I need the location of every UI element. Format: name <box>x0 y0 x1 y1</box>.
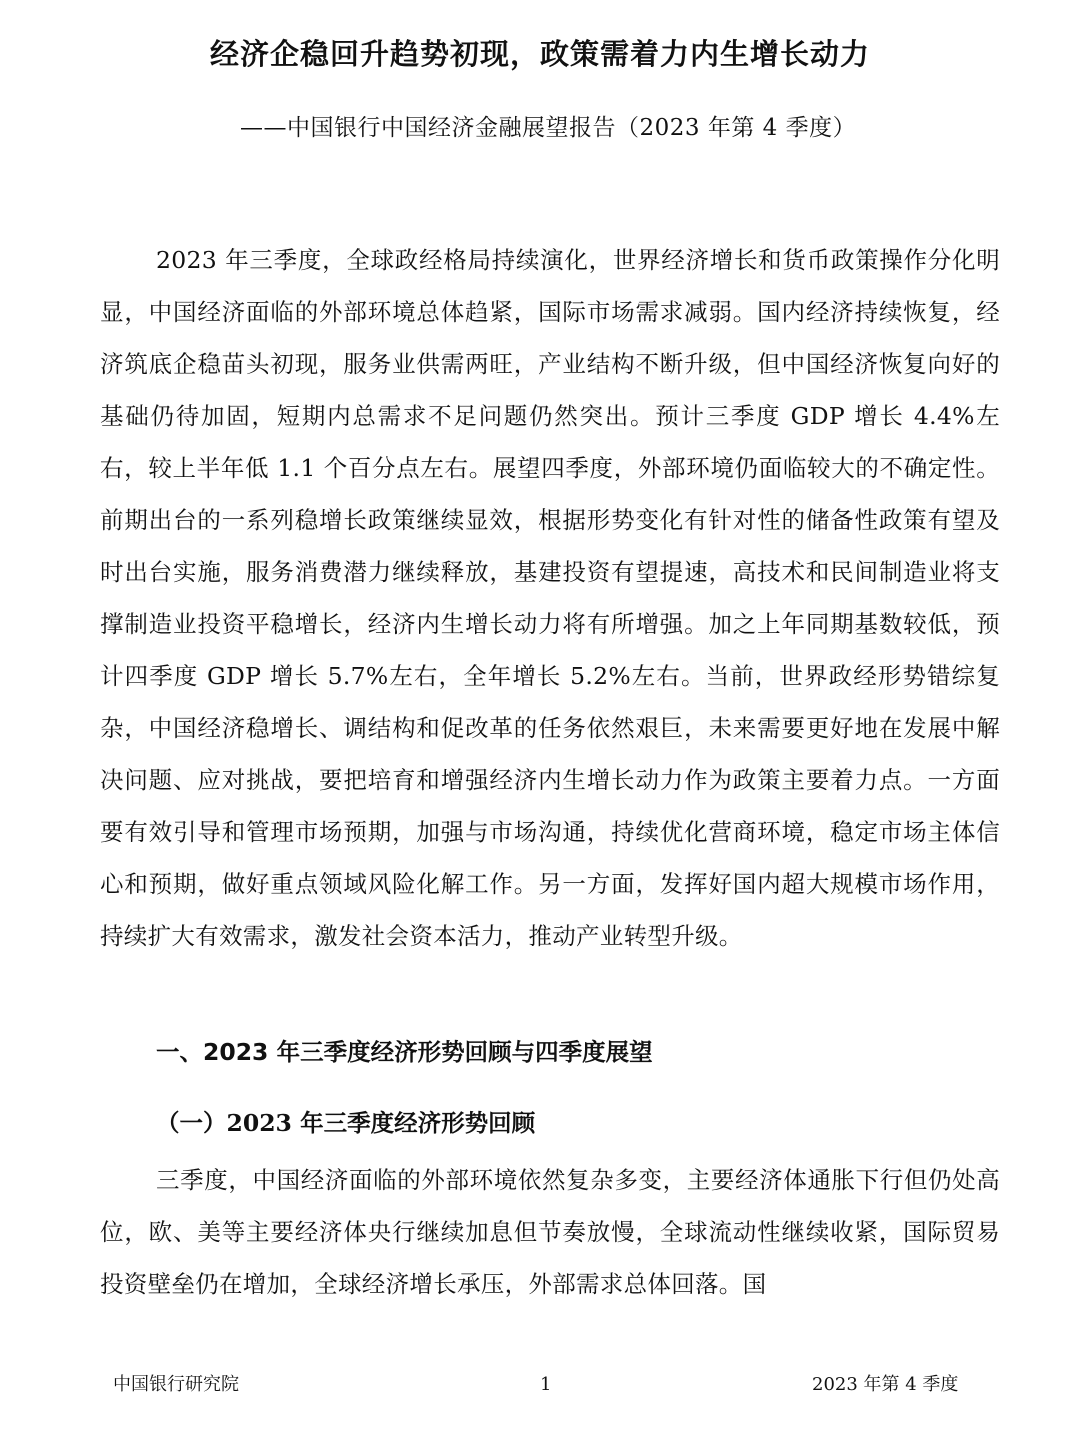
footer-organization: 中国银行研究院 <box>113 1374 239 1395</box>
footer-page-number: 1 <box>540 1374 552 1395</box>
subsection-heading: （一）2023 年三季度经济形势回顾 <box>156 1109 536 1137</box>
paragraph-intro: 2023 年三季度，全球政经格局持续演化，世界经济增长和货币政策操作分化明显，中国经济面临的外部环境总体趋紧，国际市场需求减弱。国内经济持续恢复，经济筑底企稳苗头初现，服务业供需两旺，产业结构不断升级，但中国经济恢复向好的基础仍待加固，短期内总需求不足问题仍然突出。预计三季度 GDP 增长 4.4%左右，较上半年低 1.1 个百分点左右。展望四季度，外部环境仍面临较大的不确定性。前期出台的一系列稳增长政策继续显效，根据形势变化有针对性的储备性政策有望及时出台实施，服务消费潜力继续释放，基建投资有望提速，高技术和民间制造业将支撑制造业投资平稳增长，经济内生增长动力将有所增强。加之上年同期基数较低，预计四季度 GDP 增长 5.7%左右，全年增长 5.2%左右。当前，世界政经形势错综复杂，中国经济稳增长、调结构和促改革的任务依然艰巨，未来需要更好地在发展中解决问题、应对挑战，要把培育和增强经济内生增长动力作为政策主要着力点。一方面要有效引导和管理市场预期，加强与市场沟通，持续优化营商环境，稳定市场主体信心和预期，做好重点领域风险化解工作。另一方面，发挥好国内超大规模市场作用，持续扩大有效需求，激发社会资本活力，推动产业转型升级。 <box>100 246 1000 950</box>
footer-period: 2023 年第 4 季度 <box>812 1374 959 1395</box>
paragraph-review: 三季度，中国经济面临的外部环境依然复杂多变，主要经济体通胀下行但仍处高位，欧、美等主要经济体央行继续加息但节奏放慢，全球流动性继续收紧，国际贸易投资壁垒仍在增加，全球经济增长承压，外部需求总体回落。国 <box>100 1166 1000 1298</box>
section-heading: 一、2023 年三季度经济形势回顾与四季度展望 <box>156 1038 653 1066</box>
document-subtitle: ——中国银行中国经济金融展望报告（2023 年第 4 季度） <box>240 115 857 141</box>
document-title: 经济企稳回升趋势初现，政策需着力内生增长动力 <box>209 37 870 71</box>
